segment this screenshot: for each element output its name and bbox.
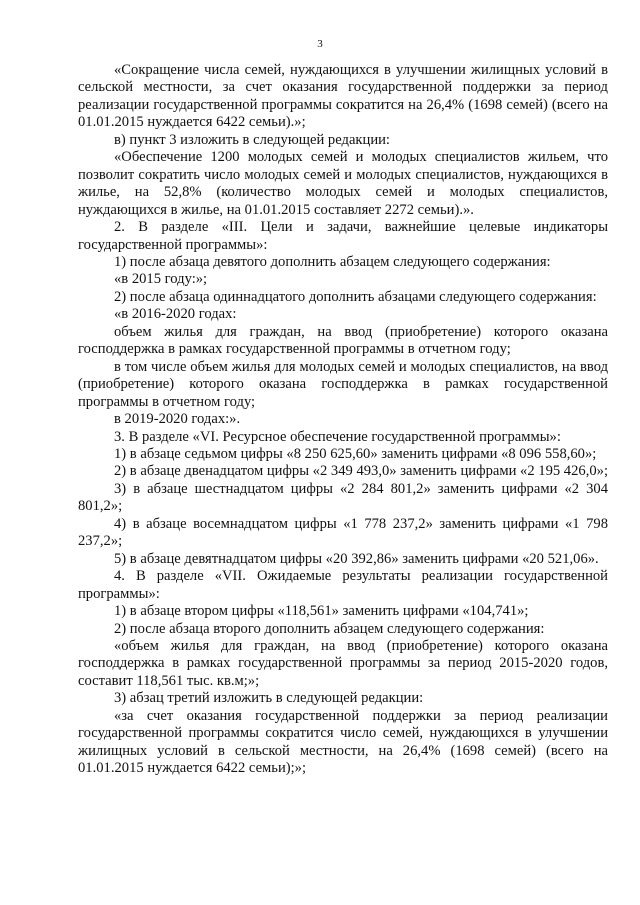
paragraph-11: в 2019-2020 годах:». [114, 411, 241, 428]
paragraph-21: «объем жилья для граждан, на ввод (приобретение) которого оказана господдержка в рамках государственной программы за период 2015-2020 годов, составит 118,561 тыс. кв.м;»; [78, 637, 608, 689]
paragraph-18: 4. В разделе «VII. Ожидаемые результаты реализации государственной программы»: [78, 568, 608, 602]
paragraph-20: 2) после абзаца второго дополнить абзацем следующего содержания: [114, 620, 545, 637]
paragraph-1: «Сокращение числа семей, нуждающихся в улучшении жилищных условий в сельской местности, за счет оказания государственной поддержки за период реализации государственной программы сократится на 26,4% (1698 семей) (всего на 01.01.2015 нуждается 6422 семьи).»; [78, 62, 608, 131]
paragraph-9: объем жилья для граждан, на ввод (приобретение) которого оказана господдержка в рамках государственной программы в отчетном году; [78, 323, 608, 358]
paragraph-3: «Обеспечение 1200 молодых семей и молодых специалистов жильем, что позволит сократить число молодых семей и молодых специалистов, нуждающихся в жилье, на 52,8% (количество молодых семей и молодых специалистов, нуждающихся в жилье, на 01.01.2015 составляет 2272 семьи).». [78, 149, 608, 218]
paragraph-6: «в 2015 году:»; [114, 271, 208, 288]
paragraph-23: «за счет оказания государственной поддержки за период реализации государственной программы сократится число семей, нуждающихся в улучшении жилищных условий в сельской местности, на 26,4% (1698 семей) (всего на 01.01.2015 нуждается 6422 семьи);»; [78, 707, 608, 777]
paragraph-13: 1) в абзаце седьмом цифры «8 250 625,60» заменить цифрами «8 096 558,60»; [114, 445, 597, 462]
paragraph-22: 3) абзац третий изложить в следующей редакции: [114, 690, 424, 707]
paragraph-14: 2) в абзаце двенадцатом цифры «2 349 493,0» заменить цифрами «2 195 426,0»; [114, 463, 608, 480]
document-body [78, 62, 608, 778]
paragraph-17: 5) в абзаце девятнадцатом цифры «20 392,86» заменить цифрами «20 521,06». [114, 550, 599, 567]
paragraph-19: 1) в абзаце втором цифры «118,561» заменить цифрами «104,741»; [114, 603, 529, 620]
paragraph-15: 3) в абзаце шестнадцатом цифры «2 284 801,2» заменить цифрами «2 304 801,2»; [78, 480, 608, 515]
paragraph-4: 2. В разделе «III. Цели и задачи, важнейшие целевые индикаторы государственной программы»: [78, 219, 608, 253]
paragraph-2: в) пункт 3 изложить в следующей редакции: [114, 131, 390, 148]
page-number: 3 [317, 38, 323, 50]
paragraph-16: 4) в абзаце восемнадцатом цифры «1 778 237,2» заменить цифрами «1 798 237,2»; [78, 515, 608, 550]
paragraph-5: 1) после абзаца девятого дополнить абзацем следующего содержания: [114, 253, 551, 270]
paragraph-12: 3. В разделе «VI. Ресурсное обеспечение государственной программы»: [114, 428, 561, 445]
paragraph-7: 2) после абзаца одиннадцатого дополнить абзацами следующего содержания: [114, 288, 597, 305]
paragraph-10: в том числе объем жилья для молодых семей и молодых специалистов, на ввод (приобретение) которого оказана господдержка в рамках государственной программы в отчетном году; [78, 358, 608, 410]
paragraph-8: «в 2016-2020 годах: [114, 306, 237, 323]
